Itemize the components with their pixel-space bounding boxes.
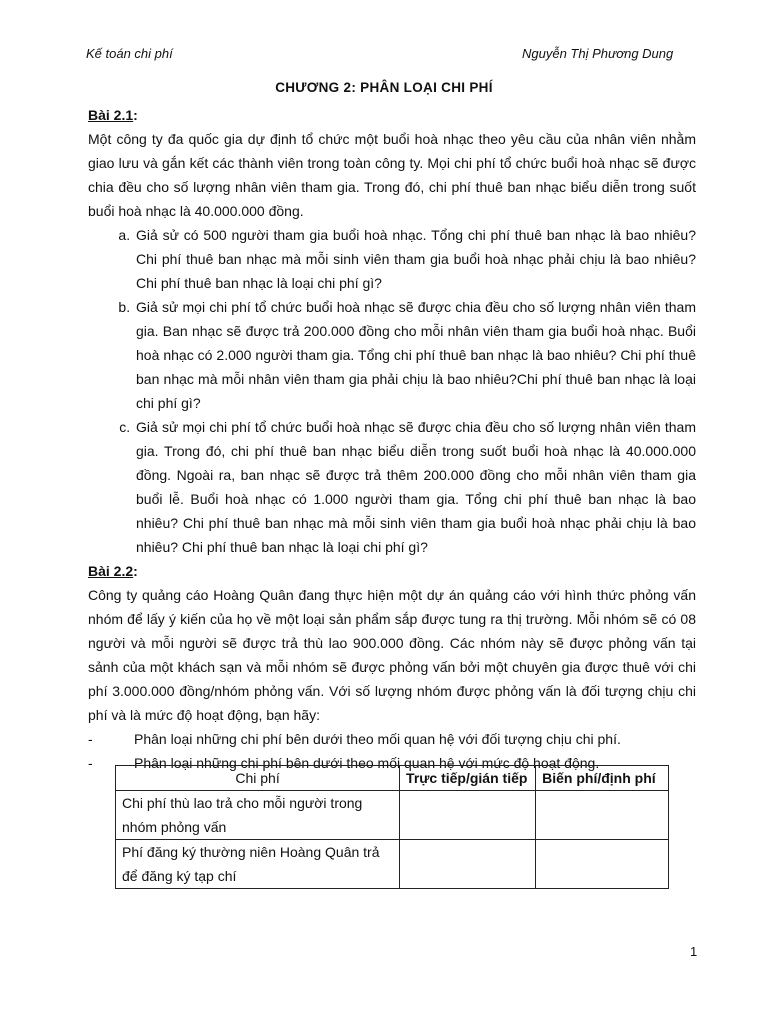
task-text: Phân loại những chi phí bên dưới theo mối quan hệ với mức độ hoạt động. bbox=[134, 755, 600, 771]
table-cell-cost: Chi phí thù lao trả cho mỗi người trong nhóm phỏng vấn bbox=[116, 791, 400, 840]
exercise-2-1-colon: : bbox=[133, 107, 138, 123]
question-c: c. Giả sử mọi chi phí tổ chức buổi hoà nhạc sẽ được chia đều cho số lượng nhân viên tham gia. Trong đó, chi phí thuê ban nhạc biểu diễn trong suốt buổi hoà nhạc là 40.000.000 đồng. Ngoài ra, ban nhạc sẽ được trả thêm 200.000 đồng cho mỗi nhân viên tham gia buổi lễ. Buổi hoà nhạc có 1.000 người tham gia. Tổng chi phí thuê ban nhạc là bao nhiêu? Chi phí thuê ban nhạc mà mỗi sinh viên tham gia buổi hoà nhạc phải chịu là bao nhiêu? Chi phí thuê ban nhạc là loại chi phí gì? bbox=[134, 415, 696, 559]
header-author: Nguyễn Thị Phương Dung bbox=[522, 46, 674, 61]
table-header-direct-indirect: Trực tiếp/gián tiếp bbox=[400, 766, 536, 791]
table-cell-direct-indirect[interactable] bbox=[400, 791, 536, 840]
table-cell-cost: Phí đăng ký thường niên Hoàng Quân trả để đăng ký tạp chí bbox=[116, 840, 400, 889]
chapter-title: CHƯƠNG 2: PHÂN LOẠI CHI PHÍ bbox=[275, 80, 493, 95]
dash-bullet: - bbox=[88, 731, 93, 747]
header-course-title: Kế toán chi phí bbox=[86, 46, 173, 61]
exercise-2-1-intro: Một công ty đa quốc gia dự định tổ chức một buổi hoà nhạc theo yêu cầu của nhân viên nhằm giao lưu và gắn kết các thành viên trong toàn công ty. Mọi chi phí tổ chức buổi hoà nhạc sẽ được chia đều cho số lượng nhân viên tham gia. Trong đó, chi phí thuê ban nhạc biểu diễn trong suốt buổi hoà nhạc là 40.000.000 đồng. bbox=[88, 131, 696, 219]
question-b: b. Giả sử mọi chi phí tổ chức buổi hoà nhạc sẽ được chia đều cho số lượng nhân viên tham gia. Ban nhạc sẽ được trả 200.000 đồng cho mỗi nhân viên tham gia buổi hoà nhạc. Buổi hoà nhạc có 2.000 người tham gia. Tổng chi phí thuê ban nhạc là bao nhiêu? Chi phí thuê ban nhạc mà mỗi nhân viên tham gia phải chịu là bao nhiêu?Chi phí thuê ban nhạc là loại chi phí gì? bbox=[134, 295, 696, 415]
table-cell-variable-fixed[interactable] bbox=[536, 791, 669, 840]
question-a: a. Giả sử có 500 người tham gia buổi hoà nhạc. Tổng chi phí thuê ban nhạc là bao nhiêu? Chi phí thuê ban nhạc mà mỗi sinh viên tham gia buổi hoà nhạc phải chịu là bao nhiêu?Chi phí thuê ban nhạc là loại chi phí gì? bbox=[134, 223, 696, 295]
exercise-2-2-colon: : bbox=[133, 563, 138, 579]
main-content bbox=[88, 103, 696, 775]
page-number: 1 bbox=[690, 944, 698, 959]
task-text: Phân loại những chi phí bên dưới theo mối quan hệ với đối tượng chịu chi phí. bbox=[134, 731, 621, 747]
exercise-2-2-intro: Công ty quảng cáo Hoàng Quân đang thực hiện một dự án quảng cáo với hình thức phỏng vấn nhóm để lấy ý kiến của họ về một loại sản phẩm sắp được tung ra thị trường. Mỗi nhóm sẽ có 08 người và mỗi người sẽ được trả thù lao 900.000 đồng. Các nhóm này sẽ được phỏng vấn tại sảnh của một khách sạn và mỗi nhóm sẽ được phỏng vấn bởi một chuyên gia được thuê với chi phí 3.000.000 đồng/nhóm phỏng vấn. Với số lượng nhóm được phỏng vấn là đối tượng chịu chi phí và là mức độ hoạt động, bạn hãy: bbox=[88, 587, 696, 723]
exercise-2-1-questions bbox=[88, 223, 696, 559]
dash-bullet: - bbox=[88, 755, 93, 771]
table-header-row bbox=[116, 766, 669, 791]
exercise-2-1-heading bbox=[88, 103, 696, 127]
exercise-2-2-heading bbox=[88, 559, 696, 583]
table-header-variable-fixed: Biến phí/định phí bbox=[536, 766, 669, 791]
exercise-2-2-title: Bài 2.2 bbox=[88, 563, 134, 579]
table-row bbox=[116, 791, 669, 840]
table-cell-variable-fixed[interactable] bbox=[536, 840, 669, 889]
cost-classification-table bbox=[115, 765, 669, 889]
table-row bbox=[116, 840, 669, 889]
table-cell-direct-indirect[interactable] bbox=[400, 840, 536, 889]
exercise-2-1-title: Bài 2.1 bbox=[88, 107, 134, 123]
table-header-cost: Chi phí bbox=[116, 766, 400, 791]
task-item bbox=[88, 727, 696, 751]
